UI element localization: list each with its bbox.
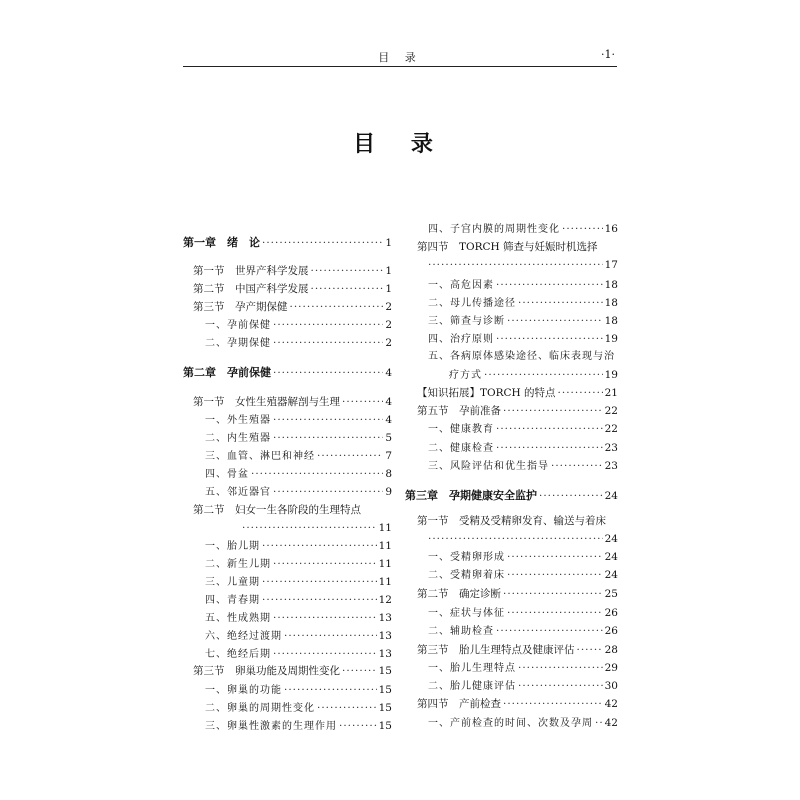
toc-entry: [205, 449, 392, 464]
toc-page-number: 18: [604, 315, 618, 327]
leader-dots: [273, 647, 377, 661]
toc-page-number: 2: [385, 301, 392, 313]
toc-entry: [428, 459, 618, 474]
toc-page-number: 2: [385, 337, 392, 349]
toc-entry: [428, 624, 618, 639]
leader-dots: [262, 593, 377, 607]
toc-entry: [205, 575, 392, 590]
toc-entry: [205, 431, 392, 446]
toc-page-number: 11: [378, 540, 392, 552]
toc-page-number: 24: [604, 569, 618, 581]
leader-dots: [262, 539, 377, 553]
header-page-number: ·1·: [601, 48, 615, 61]
leader-dots: [595, 716, 603, 730]
leader-dots: [273, 318, 383, 332]
toc-page-number: 17: [604, 259, 618, 271]
toc-page-number: 18: [604, 279, 618, 291]
leader-dots: [284, 683, 377, 697]
toc-page-number: 42: [604, 698, 618, 710]
toc-section-entry: [417, 587, 618, 601]
toc-entry: [428, 332, 618, 347]
toc-chapter-entry: [183, 366, 392, 380]
toc-page-number: 22: [604, 423, 618, 435]
toc-page-number: 42: [604, 717, 618, 729]
leader-dots: [503, 697, 603, 711]
toc-section-entry: [193, 264, 392, 278]
toc-entry-label: 二、新生儿期: [205, 559, 271, 570]
toc-entry-label: 四、子宫内膜的周期性变化: [428, 224, 560, 235]
toc-entry: [205, 683, 392, 698]
leader-dots: [577, 643, 603, 657]
toc-entry-label: 一、卵巢的功能: [205, 685, 282, 696]
toc-entry-label: 四、青春期: [205, 595, 260, 606]
toc-page-number: 15: [378, 702, 392, 714]
toc-entry-label: 四、骨盆: [205, 469, 249, 480]
toc-page-number: 29: [604, 662, 618, 674]
toc-page-number: 9: [385, 486, 392, 498]
toc-entry-label: 一、健康教育: [428, 424, 494, 435]
leader-dots: [484, 368, 603, 382]
toc-section-entry: [193, 664, 392, 678]
toc-entry-label: 第三节 卵巢功能及周期性变化: [193, 665, 340, 677]
leader-dots: [342, 395, 383, 409]
leader-dots: [339, 719, 377, 733]
leader-dots: [496, 278, 603, 292]
leader-dots: [311, 282, 384, 296]
leader-dots: [507, 314, 603, 328]
toc-page-number: 1: [385, 237, 392, 249]
toc-entry: [205, 719, 392, 734]
toc-entry: [205, 539, 392, 554]
toc-page-number: 11: [378, 558, 392, 570]
leader-dots: [290, 300, 384, 314]
toc-entry: [242, 521, 392, 535]
toc-entry-label: 第四节 TORCH 筛查与妊娠时机选择: [417, 241, 598, 253]
toc-chapter-entry: [405, 489, 618, 503]
toc-page-number: 24: [604, 490, 618, 502]
toc-page-number: 28: [604, 644, 618, 656]
toc-page-number: 5: [385, 432, 392, 444]
toc-page-number: 19: [604, 369, 618, 381]
toc-page-number: 1: [385, 265, 392, 277]
leader-dots: [518, 679, 603, 693]
leader-dots: [342, 664, 377, 678]
toc-entry-label: 第二章 孕前保健: [183, 366, 271, 379]
toc-entry-label: 第三节 孕产期保健: [193, 301, 288, 313]
toc-entry-label: 三、儿童期: [205, 577, 260, 588]
toc-entry-label: 二、卵巢的周期性变化: [205, 703, 315, 714]
leader-dots: [558, 386, 603, 400]
toc-page-number: 2: [385, 319, 392, 331]
toc-entry: [428, 532, 618, 546]
toc-entry-label: 二、胎儿健康评估: [428, 681, 516, 692]
toc-entry-label: 一、高危因素: [428, 280, 494, 291]
toc-page-number: 18: [604, 297, 618, 309]
leader-dots: [311, 264, 384, 278]
leader-dots: [539, 489, 603, 503]
toc-page-number: 22: [604, 405, 618, 417]
toc-section-entry: [417, 697, 618, 711]
toc-section-entry: [417, 643, 618, 657]
toc-entry-label: 第四节 产前检查: [417, 698, 501, 710]
toc-page-number: 15: [378, 720, 392, 732]
leader-dots: [273, 336, 383, 350]
toc-entry: [205, 701, 392, 716]
page-title: 目 录: [353, 132, 447, 157]
toc-entry: [428, 679, 618, 694]
toc-entry: [205, 611, 392, 626]
toc-section-entry: [193, 282, 392, 296]
leader-dots: [242, 521, 377, 535]
toc-chapter-entry: [183, 236, 392, 250]
leader-dots: [507, 550, 603, 564]
toc-page-number: 11: [378, 576, 392, 588]
leader-dots: [428, 532, 603, 546]
toc-entry: [428, 296, 618, 311]
toc-page-number: 23: [604, 442, 618, 454]
toc-entry: [428, 258, 618, 272]
toc-page-number: 13: [378, 612, 392, 624]
toc-page-number: 30: [604, 680, 618, 692]
toc-page-number: 4: [385, 367, 392, 379]
toc-entry-label: 第三章 孕期健康安全监护: [405, 489, 537, 502]
leader-dots: [503, 404, 603, 418]
header-rule: [183, 66, 617, 67]
leader-dots: [503, 587, 603, 601]
toc-page-number: 26: [604, 625, 618, 637]
toc-entry-label: 三、风险评估和优生指导: [428, 461, 549, 472]
toc-page-number: 23: [604, 460, 618, 472]
leader-dots: [317, 449, 383, 463]
toc-entry-label: 二、母儿传播途径: [428, 298, 516, 309]
toc-section-entry: [417, 404, 618, 418]
leader-dots: [262, 575, 377, 589]
toc-entry: [428, 441, 618, 456]
toc-entry: [205, 413, 392, 428]
toc-entry: [438, 368, 618, 383]
leader-dots: [496, 441, 603, 455]
toc-entry: [428, 314, 618, 329]
toc-page-number: 25: [604, 588, 618, 600]
toc-entry: [428, 606, 618, 621]
toc-page-number: 15: [378, 665, 392, 677]
leader-dots: [518, 661, 603, 675]
toc-entry: [428, 716, 618, 731]
toc-entry-label: 第一节 世界产科学发展: [193, 265, 309, 277]
toc-entry: [428, 550, 618, 565]
toc-page-number: 13: [378, 648, 392, 660]
toc-page-number: 8: [385, 468, 392, 480]
toc-entry-label: 一、胎儿期: [205, 541, 260, 552]
leader-dots: [507, 568, 603, 582]
toc-entry-label: 四、治疗原则: [428, 334, 494, 345]
leader-dots: [273, 485, 383, 499]
leader-dots: [518, 296, 603, 310]
leader-dots: [507, 606, 603, 620]
toc-entry: [205, 557, 392, 572]
toc-entry-label: 二、辅助检查: [428, 626, 494, 637]
toc-entry: [205, 593, 392, 608]
toc-entry-label: 一、外生殖器: [205, 415, 271, 426]
toc-page-number: 21: [604, 387, 618, 399]
toc-section-entry: [417, 386, 618, 400]
toc-entry-label: 二、孕期保健: [205, 338, 271, 349]
toc-entry-label: 第一节 受精及受精卵发育、输送与着床: [417, 515, 606, 527]
toc-entry-label: 二、内生殖器: [205, 433, 271, 444]
toc-entry-label: 【知识拓展】TORCH 的特点: [417, 387, 556, 399]
toc-entry: [205, 467, 392, 482]
toc-page-number: 12: [378, 594, 392, 606]
leader-dots: [496, 624, 603, 638]
leader-dots: [273, 413, 383, 427]
toc-entry-label: 一、孕前保健: [205, 320, 271, 331]
toc-entry-label: 二、受精卵着床: [428, 570, 505, 581]
toc-entry: [205, 485, 392, 500]
leader-dots: [562, 222, 603, 236]
toc-entry: [428, 661, 618, 676]
header-title: 目 录: [378, 51, 422, 64]
toc-page-number: 26: [604, 607, 618, 619]
toc-entry: [428, 568, 618, 583]
leader-dots: [273, 611, 377, 625]
leader-dots: [262, 236, 383, 250]
leader-dots: [496, 422, 603, 436]
toc-page-number: 24: [604, 551, 618, 563]
toc-entry-label: 第二节 确定诊断: [417, 588, 501, 600]
toc-page-number: 4: [385, 414, 392, 426]
leader-dots: [496, 332, 603, 346]
toc-entry-label: 第三节 胎儿生理特点及健康评估: [417, 644, 575, 656]
toc-page-number: 7: [385, 450, 392, 462]
leader-dots: [273, 366, 383, 380]
leader-dots: [317, 701, 377, 715]
toc-entry-label: 三、卵巢性激素的生理作用: [205, 721, 337, 732]
toc-entry-label: 五、邻近器官: [205, 487, 271, 498]
leader-dots: [273, 557, 377, 571]
toc-entry-label: 一、产前检查的时间、次数及孕周: [428, 718, 593, 729]
toc-entry-label: 七、绝经后期: [205, 649, 271, 660]
toc-section-entry: [417, 240, 618, 254]
toc-section-entry: [193, 300, 392, 314]
toc-entry-label: 第一节 女性生殖器解剖与生理: [193, 396, 340, 408]
toc-entry: [428, 278, 618, 293]
leader-dots: [273, 431, 383, 445]
toc-entry-label: 五、性成熟期: [205, 613, 271, 624]
leader-dots: [551, 459, 603, 473]
toc-section-entry: [193, 395, 392, 409]
toc-entry-label: 第二节 妇女一生各阶段的生理特点: [193, 504, 361, 516]
toc-entry-label: 二、健康检查: [428, 443, 494, 454]
toc-entry-label: 三、血管、淋巴和神经: [205, 451, 315, 462]
toc-entry-label: 一、症状与体征: [428, 608, 505, 619]
toc-entry: [428, 350, 618, 364]
toc-page-number: 1: [385, 283, 392, 295]
toc-entry: [428, 222, 618, 237]
toc-page-number: 19: [604, 333, 618, 345]
toc-entry-label: 第一章 绪 论: [183, 236, 260, 249]
toc-page-number: 11: [378, 522, 392, 534]
toc-page-number: 24: [604, 533, 618, 545]
toc-entry-label: 疗方式: [438, 370, 482, 381]
leader-dots: [284, 629, 377, 643]
leader-dots: [428, 258, 603, 272]
leader-dots: [251, 467, 383, 481]
toc-page-number: 4: [385, 396, 392, 408]
toc-entry: [205, 336, 392, 351]
toc-entry-label: 第二节 中国产科学发展: [193, 283, 309, 295]
toc-entry: [205, 647, 392, 662]
toc-entry-label: 五、各病原体感染途径、临床表现与治: [428, 351, 615, 362]
toc-entry: [428, 422, 618, 437]
toc-entry-label: 第五节 孕前准备: [417, 405, 501, 417]
toc-entry-label: 三、筛查与诊断: [428, 316, 505, 327]
toc-page-number: 15: [378, 684, 392, 696]
toc-entry-label: 一、胎儿生理特点: [428, 663, 516, 674]
toc-entry-label: 一、受精卵形成: [428, 552, 505, 563]
toc-section-entry: [193, 503, 392, 517]
toc-page-number: 13: [378, 630, 392, 642]
toc-entry: [205, 318, 392, 333]
toc-page-number: 16: [604, 223, 618, 235]
running-header: [183, 47, 617, 65]
toc-entry-label: 六、绝经过渡期: [205, 631, 282, 642]
toc-entry: [205, 629, 392, 644]
toc-section-entry: [417, 514, 618, 528]
